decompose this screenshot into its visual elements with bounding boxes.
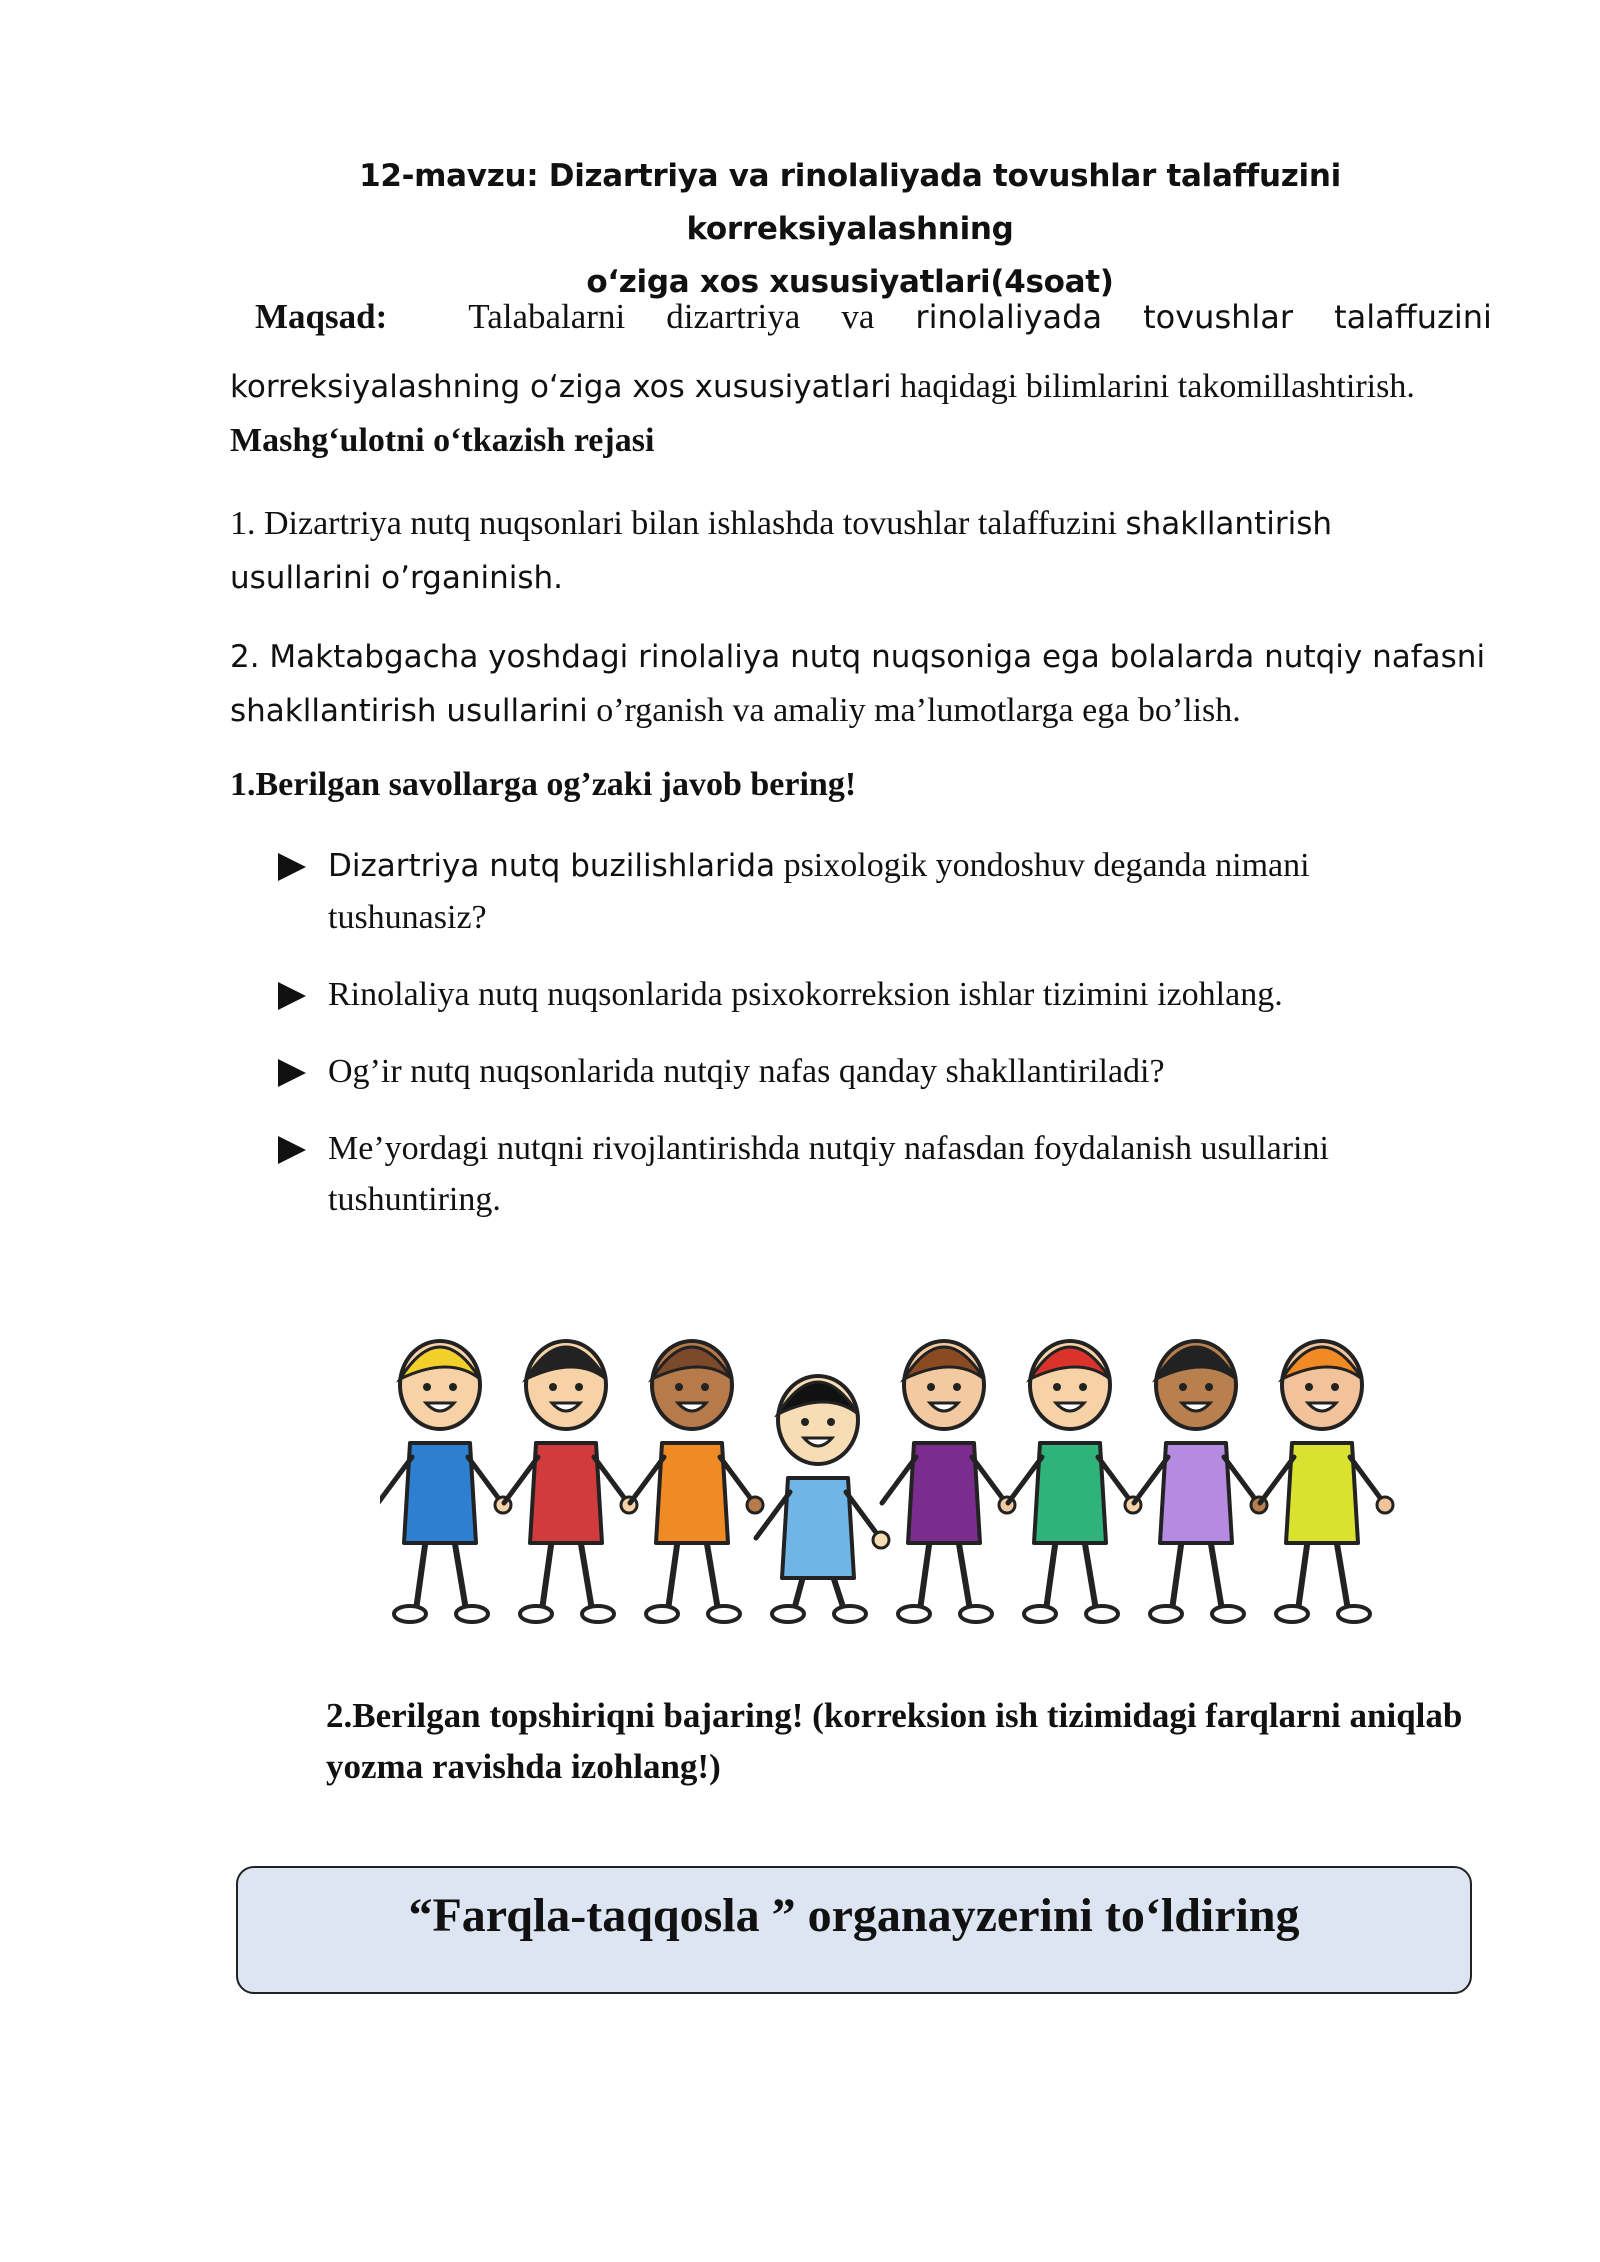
child-eye [701, 1383, 709, 1391]
plan-heading: Mashg‘ulotni o‘tkazish rejasi [230, 422, 655, 459]
question-text: tushunasiz? [328, 899, 487, 936]
child-shirt [404, 1443, 476, 1543]
question-text: Og’ir nutq nuqsonlarida nutqiy nafas qanday shakllantiriladi? [328, 1053, 1165, 1090]
child-eye [801, 1418, 809, 1426]
child-eye [927, 1383, 935, 1391]
question-text: tushuntiring. [328, 1181, 501, 1218]
child-eye [675, 1383, 683, 1391]
child-leg [1336, 1538, 1348, 1610]
child-eye [575, 1383, 583, 1391]
child-shoe [1150, 1606, 1182, 1622]
plan-item-2-word: shakllantirish usullarini [230, 693, 588, 729]
child-shirt [1160, 1443, 1232, 1543]
question-text: Rinolaliya nutq nuqsonlarida psixokorreksion ishlar tizimini izohlang. [328, 976, 1283, 1013]
child-eye [1079, 1383, 1087, 1391]
plan-item-1-cont: usullarini o’rganinish. [230, 560, 564, 596]
plan-item-2-text: 2. Maktabgacha yoshdagi rinolaliya nutq nuqsoniga ega bolalarda nutqiy nafasni [230, 639, 1486, 675]
child-leg [920, 1538, 930, 1610]
child-shoe [646, 1606, 678, 1622]
child-eye [1179, 1383, 1187, 1391]
child-leg [1084, 1538, 1096, 1610]
child-shoe [1212, 1606, 1244, 1622]
child-leg [580, 1538, 592, 1610]
child-shirt [530, 1443, 602, 1543]
plan-item-1 [230, 497, 1500, 605]
child-shoe [1338, 1606, 1370, 1622]
child-hand [1377, 1497, 1393, 1513]
goal-word: Talabalarni [468, 297, 626, 336]
list-item [278, 969, 1478, 1020]
child-shirt [1034, 1443, 1106, 1543]
task-heading: 2.Berilgan topshiriqni bajaring! (korreksion ish tizimidagi farqlarni aniqlab yozma ravishda izohlang!) [326, 1696, 1463, 1786]
child-shirt [656, 1443, 728, 1543]
child-leg [1046, 1538, 1056, 1610]
child-eye [449, 1383, 457, 1391]
goal-label: Maqsad: [255, 297, 388, 336]
child-shoe [708, 1606, 740, 1622]
child-leg [1210, 1538, 1222, 1610]
child-leg [416, 1538, 426, 1610]
child-eye [953, 1383, 961, 1391]
question-text: psixologik yondoshuv deganda nimani [775, 847, 1310, 884]
goal-text-b: haqidagi bilimlarini takomillashtirish. [891, 368, 1415, 405]
banner-text: “Farqla-taqqosla ” organayzerini to‘ldiring [408, 1889, 1300, 1942]
children-holding-hands-icon [380, 1290, 1500, 1650]
triangle-bullet-icon [278, 982, 306, 1010]
list-item [278, 840, 1478, 943]
goal-paragraph [230, 282, 1492, 422]
child-eye [1205, 1383, 1213, 1391]
child-leg [542, 1538, 552, 1610]
child-hand [873, 1532, 889, 1548]
goal-text-a: korreksiyalashning o‘ziga xos xususiyatlari [230, 369, 892, 405]
goal-word: dizartriya [666, 297, 801, 336]
goal-word: va [841, 297, 875, 336]
child-leg [668, 1538, 678, 1610]
child-eye [1053, 1383, 1061, 1391]
plan-item-2-cont: o’rganish va amaliy ma’lumotlarga ega bo’lish. [587, 692, 1241, 729]
child-shoe [1276, 1606, 1308, 1622]
child-eye [1331, 1383, 1339, 1391]
child-shoe [456, 1606, 488, 1622]
title-line-1: 12-mavzu: Dizartriya va rinolaliyada tovushlar talaffuzini korreksiyalashning [359, 158, 1341, 247]
child-shoe [1024, 1606, 1056, 1622]
child-shirt [782, 1478, 854, 1578]
child-shoe [520, 1606, 552, 1622]
organizer-banner [236, 1866, 1472, 1994]
questions-list [278, 840, 1478, 1225]
triangle-bullet-icon [278, 1136, 306, 1164]
question-text: Me’yordagi nutqni rivojlantirishda nutqiy nafasdan foydalanish usullarini [328, 1130, 1329, 1167]
child-shoe [394, 1606, 426, 1622]
list-item [278, 1046, 1478, 1097]
child-eye [827, 1418, 835, 1426]
child-leg [706, 1538, 718, 1610]
triangle-bullet-icon [278, 853, 306, 881]
child-shoe [582, 1606, 614, 1622]
question-text: Dizartriya nutq buzilishlarida [328, 848, 776, 884]
child-eye [1305, 1383, 1313, 1391]
child-leg [1298, 1538, 1308, 1610]
title-line-2: o‘ziga xos xususiyatlari(4soat) [586, 264, 1114, 300]
plan-item-1-word: shakllantirish [1125, 506, 1332, 542]
child-shoe [834, 1606, 866, 1622]
child-eye [423, 1383, 431, 1391]
list-item [278, 1123, 1478, 1225]
child-eye [549, 1383, 557, 1391]
child-shoe [960, 1606, 992, 1622]
child-shoe [898, 1606, 930, 1622]
questions-heading: 1.Berilgan savollarga og’zaki javob bering! [230, 766, 857, 803]
plan-item-2 [230, 630, 1500, 738]
child-leg [958, 1538, 970, 1610]
child-shirt [908, 1443, 980, 1543]
goal-word: tovushlar [1143, 298, 1294, 336]
goal-word: talaffuzini [1334, 298, 1492, 336]
child-hand [747, 1497, 763, 1513]
child-leg [1172, 1538, 1182, 1610]
triangle-bullet-icon [278, 1059, 306, 1087]
plan-item-1-text: 1. Dizartriya nutq nuqsonlari bilan ishlashda tovushlar talaffuzini [230, 505, 1126, 542]
child-shirt [1286, 1443, 1358, 1543]
child-shoe [1086, 1606, 1118, 1622]
goal-word: rinolaliyada [915, 298, 1103, 336]
child-leg [454, 1538, 466, 1610]
child-shoe [772, 1606, 804, 1622]
